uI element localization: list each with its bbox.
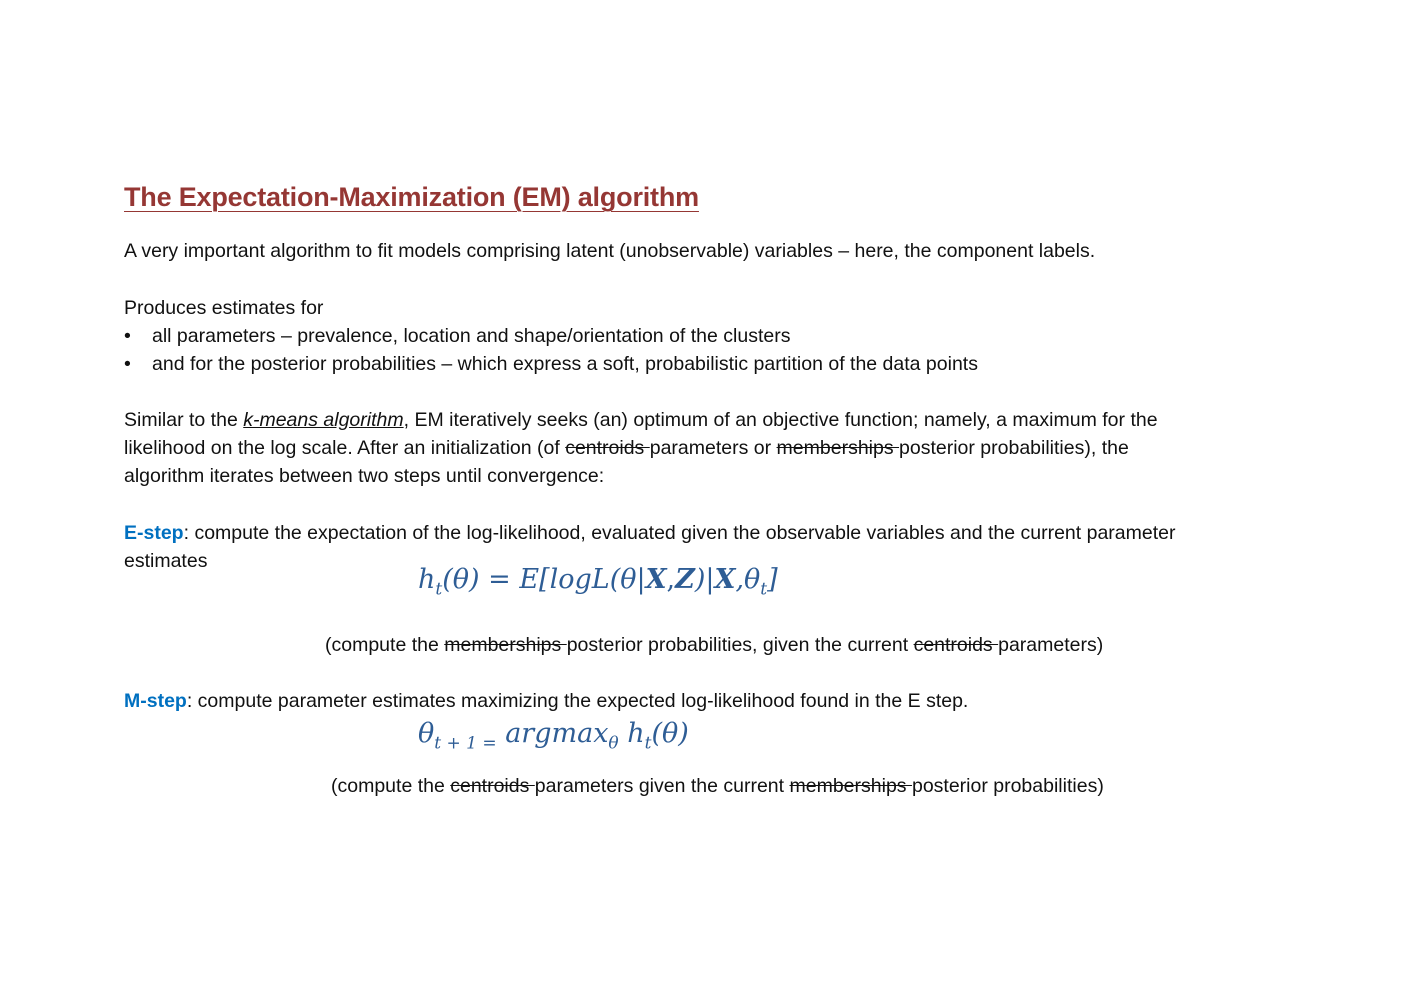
bullet-icon: • [124,325,131,347]
estep-text: : compute the expectation of the log-likelihood, evaluated given the observable variables and the current parameter [183,522,1176,544]
struck-text: memberships [444,634,567,656]
produces-heading: Produces estimates for [124,297,324,319]
estep-line-2: estimates [124,550,208,572]
struck-text: memberships [789,775,912,797]
similar-text: , EM iteratively seeks (an) optimum of an objective function; namely, a maximum for the [403,409,1158,431]
mstep-note: (compute the centroids parameters given the current memberships posterior probabilities) [331,775,1104,797]
struck-text: centroids [565,437,650,459]
mstep-formula: $\theta_{t + 1 =}$ argmax$_\theta$ $h_t(\theta)$ [418,718,689,754]
estep-label: E-step [124,522,184,544]
similar-line-3: algorithm iterates between two steps until convergence: [124,465,605,487]
similar-text: posterior probabilities), the [899,437,1129,459]
list-item-text: all parameters – prevalence, location and shape/orientation of the clusters [152,325,791,347]
similar-line-2 [124,434,1129,462]
k-means-link[interactable]: k-means algorithm [243,409,404,431]
struck-text: centroids [913,634,999,656]
struck-text: memberships [776,437,900,459]
struck-text: centroids [450,775,535,797]
intro-text: A very important algorithm to fit models comprising latent (unobservable) variables – here, the component labels. [124,240,1096,262]
bullet-icon: • [124,353,131,375]
similar-text: Similar to the [124,409,244,431]
list-item [124,322,790,350]
estep-note: (compute the memberships posterior probabilities, given the current centroids parameters) [325,634,1104,656]
mstep-text: : compute parameter estimates maximizing the expected log-likelihood found in the E step. [186,690,969,712]
estep-formula: $h_t(\theta) = E[\log L(\theta|X,Z)|X,\theta_t]$ [418,564,778,600]
list-item [124,350,978,378]
mstep-line [124,687,968,715]
estep-line-1 [124,519,1175,547]
list-item-text: and for the posterior probabilities – which express a soft, probabilistic partition of the data points [152,353,978,375]
similar-text: likelihood on the log scale. After an initialization (of [124,437,566,459]
similar-line-1 [124,406,1158,434]
similar-text: parameters or [649,437,777,459]
mstep-label: M-step [124,690,187,712]
slide-title: The Expectation-Maximization (EM) algorithm [124,182,699,212]
